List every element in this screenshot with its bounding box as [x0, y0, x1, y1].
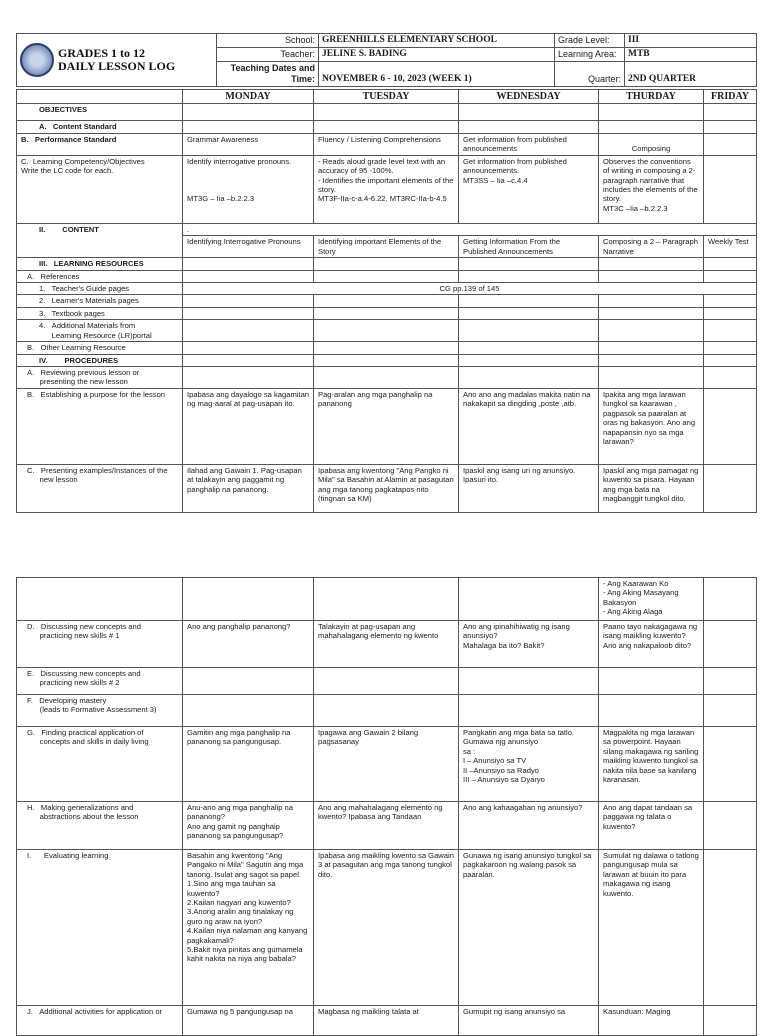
- purpose-wed: Ano ano ang madalas makita natin na nakakapit sa dingding ,poste ,atb.: [459, 389, 599, 465]
- lesson-log-table-page1: [16, 89, 756, 513]
- content-fri: Weekly Test: [704, 236, 757, 258]
- title-block: [17, 34, 217, 87]
- discussing-1-thu: Paano tayo nakagagawa ng isang maikling kuwento? Ano ang nakapaloob dito?: [599, 621, 704, 668]
- resources-heading: III. LEARNING RESOURCES: [17, 258, 183, 270]
- learners-materials-label: 2. Learner's Materials pages: [17, 295, 183, 307]
- lesson-log-header: [16, 33, 756, 87]
- additional-activities-fri: [704, 1006, 757, 1036]
- evaluating-tue: Ipabasa ang maikling kwento sa Gawain 3 at pasagutan ang mga tanong tungkol dito.: [314, 850, 459, 1006]
- additional-materials-label: 4. Additional Materials from Learning Resource (LR)portal: [17, 320, 183, 342]
- other-resources-label: B. Other Learning Resource: [17, 342, 183, 354]
- presenting-wed: Ipaskil ang isang uri ng anunsiyo. Ipasuri ito.: [459, 465, 599, 513]
- presenting-tue: Ipabasa ang kwentong "Ang Pangko ni Mila" sa Basahin at Alamin at pasagutan ang mga tanong pagkatapos nito (tingnan sa KM): [314, 465, 459, 513]
- discussing-1-tue: Talakayin at pag-usapan ang mahahalagang elemento ng kwento: [314, 621, 459, 668]
- application-label: G. Finding practical application of concepts and skills in daily living: [17, 727, 183, 802]
- performance-standard-label: B. Performance Standard: [17, 133, 183, 155]
- discussing-1-mon: Ano ang panghalip pananong?: [183, 621, 314, 668]
- purpose-fri: [704, 389, 757, 465]
- content-tue: Identifying important Elements of the Story: [314, 236, 459, 258]
- generalizations-mon: Anu-ano ang mga panghalip na pananong? Ano ang gamit ng panghaip pananong sa pangungusap?: [183, 802, 314, 850]
- performance-standard-mon: Grammar Awareness: [183, 133, 314, 155]
- discussing-1-label: D. Discussing new concepts and practicing new skills # 1: [17, 621, 183, 668]
- content-heading: II. CONTENT: [17, 223, 183, 257]
- school-value: GREENHILLS ELEMENTARY SCHOOL: [319, 34, 555, 48]
- evaluating-label: I. Evaluating learning: [17, 850, 183, 1006]
- additional-activities-mon: Gumawa ng 5 pangungusap na: [183, 1006, 314, 1036]
- purpose-mon: Ipabasa ang dayalogo sa kagamitan ng mag-aaral at pag-usapan ito.: [183, 389, 314, 465]
- presenting-label: C. Presenting examples/Instances of the new lesson: [17, 465, 183, 513]
- competency-fri: [704, 155, 757, 223]
- additional-activities-thu: Kasunduan: Maging: [599, 1006, 704, 1036]
- application-wed: Pangkatin ang mga bata sa tatlo. Gumawa njg anunsiyo sa : I – Anunsiyo sa TV II –Anunsiyo sa Radyo III – Anunsiyo sa Dyaryo: [459, 727, 599, 802]
- discussing-2-label: E. Discussing new concepts and practicing new skills # 2: [17, 668, 183, 695]
- area-label: Learning Area:: [555, 48, 625, 62]
- teachers-guide-value: CG pp.139 of 145: [183, 283, 757, 295]
- discussing-1-fri: [704, 621, 757, 668]
- presenting-thu: Ipaskil ang mga pamagat ng kuwento sa pisara. Hayaan ang mga bata na magbanggit tungkol dito.: [599, 465, 704, 513]
- additional-activities-tue: Magbasa ng maikling talata at: [314, 1006, 459, 1036]
- continuation-thu: - Ang Kaarawan Ko - Ang Aking Masayang Bakasyon - Ang Aking Alaga: [599, 578, 704, 621]
- grade-label: Grade Level:: [555, 34, 625, 48]
- performance-standard-wed: Get information from published announcements: [459, 133, 599, 155]
- textbook-pages-label: 3. Textbook pages: [17, 307, 183, 319]
- school-label: School:: [217, 34, 319, 48]
- competency-tue: - Reads aloud grade level text with an accuracy of 95 -100%. - Identifies the important elements of the story. MT3F-IIa-c-a.4-6.22, MT3RC-IIa-b-4.5: [314, 155, 459, 223]
- evaluating-fri: [704, 850, 757, 1006]
- dates-value: NOVEMBER 6 - 10, 2023 (WEEK 1): [319, 62, 555, 87]
- area-value: MTB: [625, 48, 757, 62]
- evaluating-mon: Basahin ang kwentong "Ang Pangako ni Mila" Sagutin ang mga tanong. Isulat ang sagot sa papel. 1.Sino ang mga tauhan sa kuwento? 2.Kailan nagyari ang kuwento? 3.Anong aralin ang tinalakay ng guro ng araw na iyon? 4.Kailan niya nalaman ang kanyang pagkakamali? 5.Bakit niya pinitas ang gumamela kahit nakita na niya ang babala?: [183, 850, 314, 1006]
- performance-standard-fri: [704, 133, 757, 155]
- content-dot: .: [183, 223, 757, 235]
- competency-wed: Get information from published announcements. MT3SS – Iia –c.4.4: [459, 155, 599, 223]
- evaluating-wed: Gunawa ng isang anunsiyo tungkol sa pagkakaroon ng walang pasok sa paaralan.: [459, 850, 599, 1006]
- application-mon: Gamitin ang mga panghalip na pananong sa pangungusap.: [183, 727, 314, 802]
- day-header-thursday: THURDAY: [599, 90, 704, 104]
- competency-mon: Identify interrogative pronouns. MT3G – Iia –b.2.2.3: [183, 155, 314, 223]
- generalizations-tue: Ano ang mahahalagang elemento ng kwento? Ipabasa ang Tandaan: [314, 802, 459, 850]
- purpose-thu: Ipakita ang mga larawan tungkol sa kaarawan , pagpasok sa paaralan at oras ng bakasyon. Ano ang napapansin nyo sa mga larawan?: [599, 389, 704, 465]
- day-header-wednesday: WEDNESDAY: [459, 90, 599, 104]
- teacher-label: Teacher:: [217, 48, 319, 62]
- application-thu: Magpakita ng mga larawan sa powerpoint. Hayaan silang makagawa ng sariling maikling kuwento tungkol sa nakita nila base sa kanilang karanasan.: [599, 727, 704, 802]
- lesson-log-table-page2: [16, 577, 756, 1036]
- deped-seal-icon: [20, 43, 54, 77]
- objectives-heading: OBJECTIVES: [17, 104, 183, 121]
- additional-activities-label: J. Additional activities for application or: [17, 1006, 183, 1036]
- procedures-heading: IV. PROCEDURES: [17, 354, 183, 366]
- evaluating-thu: Sumulat ng dalawa o tatlong pangungusap mula sa larawan at buuin ito para makagawa ng isang kuwento.: [599, 850, 704, 1006]
- content-wed: Getting Information From the Published Announcements: [459, 236, 599, 258]
- generalizations-label: H. Making generalizations and abstractions about the lesson: [17, 802, 183, 850]
- dates-label: Teaching Dates and Time:: [217, 62, 319, 87]
- application-fri: [704, 727, 757, 802]
- purpose-tue: Pag-aralan ang mga panghalip na pananong: [314, 389, 459, 465]
- content-standard-label: A. Content Standard: [17, 121, 183, 133]
- day-header-tuesday: TUESDAY: [314, 90, 459, 104]
- references-label: A. References: [17, 270, 183, 282]
- generalizations-wed: Ano ang kahaagahan ng anunsiyo?: [459, 802, 599, 850]
- mastery-label: F. Developing mastery (leads to Formative Assessment 3): [17, 695, 183, 727]
- performance-standard-tue: Fluency / Listening Comprehensions: [314, 133, 459, 155]
- content-mon: Identifying Interrogative Pronouns: [183, 236, 314, 258]
- competency-thu: Observes the conventions of writing in composing a 2-paragraph narrative that includes the elements of the story. MT3C –Iia –b.2.2.3: [599, 155, 704, 223]
- generalizations-thu: Ano ang dapat tandaan sa paggawa ng talata o kuwento?: [599, 802, 704, 850]
- quarter-label: Quarter:: [555, 62, 625, 87]
- generalizations-fri: [704, 802, 757, 850]
- competency-label: C. Learning Competency/Objectives Write the LC code for each.: [17, 155, 183, 223]
- discussing-1-wed: Ano ang ipinahihiwatig ng isang anunsiyo? Mahalaga ba ito? Bakit?: [459, 621, 599, 668]
- content-thu: Composing a 2 – Paragraph Narrative: [599, 236, 704, 258]
- presenting-mon: Ilahad ang Gawain 1. Pag-usapan at talakayin ang paggamit ng panghalip na pananong.: [183, 465, 314, 513]
- performance-standard-thu: Composing: [599, 133, 704, 155]
- reviewing-label: A. Reviewing previous lesson or presenting the new lesson: [17, 367, 183, 389]
- log-title-line2: DAILY LESSON LOG: [58, 59, 176, 73]
- grade-value: III: [625, 34, 757, 48]
- quarter-value: 2ND QUARTER: [625, 62, 757, 87]
- teachers-guide-label: 1. Teacher's Guide pages: [17, 283, 183, 295]
- log-title-line1: GRADES 1 to 12: [58, 46, 146, 60]
- presenting-fri: [704, 465, 757, 513]
- application-tue: Ipagawa ang Gawain 2 bilang pagsasanay: [314, 727, 459, 802]
- purpose-label: B. Establishing a purpose for the lesson: [17, 389, 183, 465]
- day-header-monday: MONDAY: [183, 90, 314, 104]
- additional-activities-wed: Gumupit ng isang anunsiyo sa: [459, 1006, 599, 1036]
- day-header-friday: FRIDAY: [704, 90, 757, 104]
- teacher-value: JELINE S. BADING: [319, 48, 555, 62]
